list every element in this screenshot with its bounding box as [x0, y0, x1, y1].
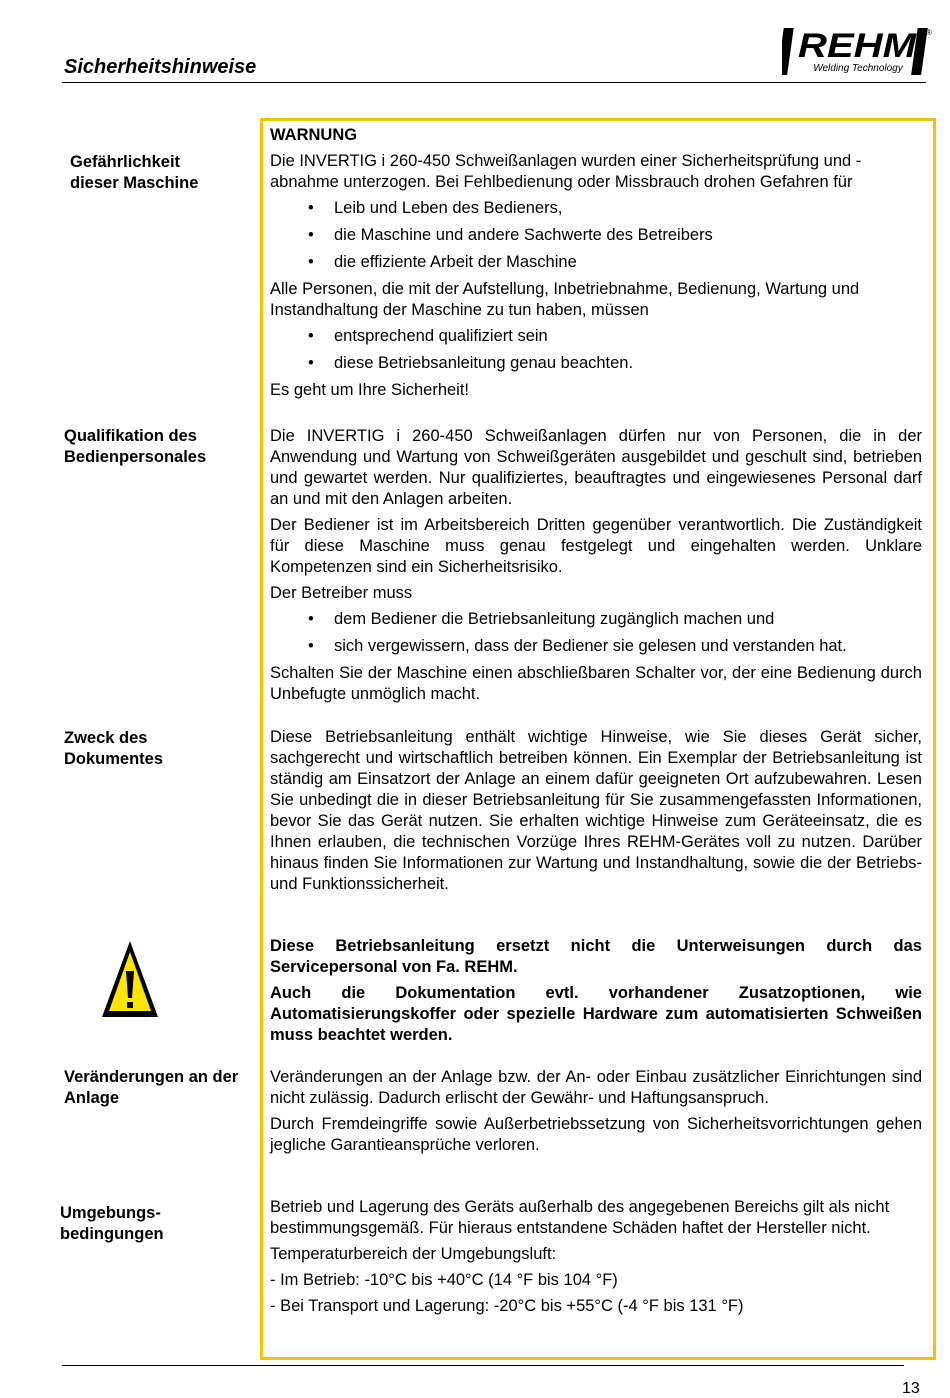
qualification-paragraph-2: Der Bediener ist im Arbeitsbereich Dritten gegenüber verantwortlich. Die Zuständigkeit für diese Maschine muss genau festgelegt und eingehalten werden. Unklare Kompetenzen sind ein Sicherheitsrisiko.: [270, 516, 922, 576]
header-divider: [62, 82, 926, 83]
danger-bullet-list-2: [270, 326, 922, 374]
danger-paragraph-1: Die INVERTIG i 260-450 Schweißanlagen wurden einer Sicherheitsprüfung und -abnahme unterzogen. Bei Fehlbedienung oder Missbrauch drohen Gefahren für: [270, 152, 862, 191]
changes-paragraph-1: Veränderungen an der Anlage bzw. der An- oder Einbau zusätzlicher Einrichtungen sind nicht zulässig. Dadurch erlischt der Gewähr- und Haftungsanspruch.: [270, 1068, 922, 1107]
environment-paragraph-2: Temperaturbereich der Umgebungsluft:: [270, 1245, 557, 1263]
list-item: • dem Bediener die Betriebsanleitung zugänglich machen und: [270, 609, 922, 630]
section-changes: [270, 1067, 922, 1161]
notice-paragraph-1: Diese Betriebsanleitung ersetzt nicht die Unterweisungen durch das Servicepersonal von Fa. REHM.: [270, 937, 922, 976]
logo-wordmark: REHM: [798, 27, 917, 65]
list-item: • entsprechend qualifiziert sein: [270, 326, 922, 347]
list-item: • die effiziente Arbeit der Maschine: [270, 252, 922, 273]
side-label-purpose: Zweck des Dokumentes: [64, 729, 164, 768]
danger-paragraph-2: Alle Personen, die mit der Aufstellung, Inbetriebnahme, Bedienung, Wartung und Instandhaltung der Maschine zu tun haben, müssen: [270, 280, 860, 319]
environment-paragraph-3: - Im Betrieb: -10°C bis +40°C (14 °F bis 104 °F): [270, 1271, 618, 1289]
side-label-environment-line-1: Umgebungs-: [60, 1204, 161, 1222]
side-label-environment: [60, 1203, 220, 1245]
environment-paragraph-1: Betrieb und Lagerung des Geräts außerhalb des angegebenen Bereichs gilt als nicht bestimmungsgemäß. Für hieraus entstandene Schäden haftet der Hersteller nicht.: [270, 1198, 890, 1237]
section-qualification: [270, 426, 922, 710]
section-environment: [270, 1197, 922, 1322]
footer-divider: [62, 1365, 904, 1366]
environment-paragraph-4: - Bei Transport und Lagerung: -20°C bis +55°C (-4 °F bis 131 °F): [270, 1297, 744, 1315]
page-header-title: Sicherheitshinweise: [64, 56, 257, 78]
danger-paragraph-3: Es geht um Ihre Sicherheit!: [270, 381, 470, 399]
purpose-paragraph-1: Diese Betriebsanleitung enthält wichtige Hinweise, wie Sie dieses Gerät sicher, sachgerecht und wirtschaftlich betreiben können. Ein Exemplar der Betriebsanleitung ist ständig am Einsatzort der Anlage an einem dafür geeigneten Ort aufzubewahren. Lesen Sie unbedingt die in dieser Betriebsanleitung für Sie zusammengefassten Informationen, bevor Sie das Gerät nutzen. Sie erhalten wichtige Hinweise zum Geräteeinsatz, die es Ihnen erlauben, die technischen Vorzüge Ihres REHM-Gerätes voll zu nutzen. Darüber hinaus finden Sie Informationen zur Wartung und Instandhaltung, sowie die der Betriebs- und Funktionssicherheit.: [270, 728, 922, 893]
logo-registered-mark: ®: [926, 28, 932, 37]
section-danger: [270, 125, 922, 406]
section-notice: [270, 936, 922, 1051]
qualification-bullet-list: [270, 609, 922, 657]
notice-paragraph-2: Auch die Dokumentation evtl. vorhandener Zusatzoptionen, wie Automatisierungskoffer oder spezielle Hardware zum automatisierten Schweißen muss beachtet werden.: [270, 984, 922, 1044]
section-purpose: [270, 727, 922, 900]
warning-heading: WARNUNG: [270, 126, 358, 144]
list-item: • sich vergewissern, dass der Bediener sie gelesen und verstanden hat.: [270, 636, 922, 657]
warning-triangle-icon: [99, 938, 161, 1020]
list-item: • die Maschine und andere Sachwerte des Betreibers: [270, 225, 922, 246]
list-item: • diese Betriebsanleitung genau beachten.: [270, 353, 922, 374]
rehm-logo: [782, 26, 932, 78]
logo-tagline: Welding Technology: [813, 63, 903, 74]
list-item: • Leib und Leben des Bedieners,: [270, 198, 922, 219]
qualification-paragraph-4: Schalten Sie der Maschine einen abschließbaren Schalter vor, der eine Bedienung durch Unbefugte unmöglich macht.: [270, 664, 922, 703]
changes-paragraph-2: Durch Fremdeingriffe sowie Außerbetriebssetzung von Sicherheitsvorrichtungen gehen jegliche Garantieansprüche verloren.: [270, 1115, 922, 1154]
side-label-qualification: Qualifikation des Bedienpersonales: [64, 427, 207, 466]
danger-bullet-list-1: [270, 198, 922, 273]
qualification-paragraph-3: Der Betreiber muss: [270, 584, 413, 602]
side-label-changes: Veränderungen an der Anlage: [64, 1068, 239, 1107]
side-label-environment-line-2: bedingungen: [60, 1225, 164, 1243]
qualification-paragraph-1: Die INVERTIG i 260-450 Schweißanlagen dürfen nur von Personen, die in der Anwendung und Wartung von Schweißgeräten ausgebildet und geschult sind, betrieben und gewartet werden. Nur qualifiziertes, beauftragtes und eingewiesenes Personal darf an und mit den Anlagen arbeiten.: [270, 427, 922, 508]
side-label-danger: Gefährlichkeit dieser Maschine: [70, 153, 199, 192]
page-number: 13: [902, 1380, 920, 1397]
